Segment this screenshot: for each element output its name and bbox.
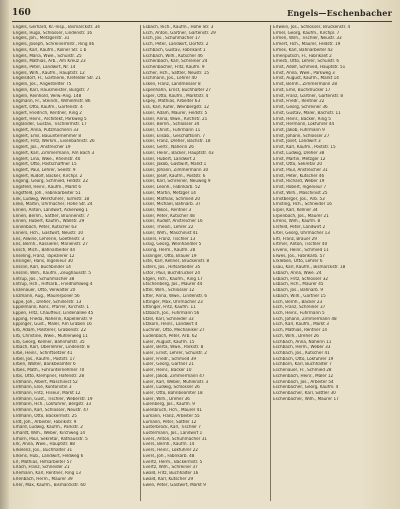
directory-entry: Ernst, Karl, Kaufm., Poststr. 15 [273,145,336,151]
directory-entry: Euler, Wilh., Dreher 36 [143,396,190,402]
directory-entry: Ernst, Wilh., Maschinist 25 [273,190,328,196]
directory-entry: Erdmann, Albert, Maschinist 52 [13,379,78,385]
directory-entry: Ennen, Anton, Landwirt, Ackerweg 1 [13,208,89,213]
column-2 [143,25,269,503]
directory-entry: Esser, Franz, Dreher, Bachstr. 18 [143,139,211,145]
directory-entry: Erb, Christine, Wwe., Mühlenweg 11 [13,333,88,339]
directory-entry: Ervens, Heinr., Schmied 11 [273,248,329,254]
directory-entry: Erbach, Karl, Oberlehrer, Lindenstr. 8 [13,345,90,351]
page-header [12,8,392,22]
directory-entry: Ernst, Robert, Ingenieur 7 [273,185,327,191]
directory-entry: Erdmann, Else, Kontoristin 3 [13,385,72,391]
directory-entry: Evers, Joh., Fabrikarb. 48 [143,453,195,459]
directory-entry: Englert, Rudolf, Bäcker, Kirchpl. 2 [13,173,83,179]
directory-entry: Evers, Anton, Schuhmacher 31 [143,436,207,442]
directory-entry: Ennenbach, Peter, Kutscher 63 [13,225,77,231]
directory-entry: Erdmann, Hch., Lokführer, Bergstr. 33 [13,402,92,408]
directory-entry: Evertz, Wilh., Schreiner 37 [143,465,198,471]
directory-entry: Eschenbacher, Fritz, Kaufm. 9 [143,65,205,71]
directory-entry: Ernst, Otto, Sekretär 20 [273,162,323,168]
directory-entry: Erdt, Joh., Arbeiter, Fabrikstr. 9 [13,419,77,425]
directory-entry: Espey, Mathias, Arbeiter 63 [143,99,201,105]
directory-entry: Esch, Mathias, Rentner 14 [273,328,327,334]
directory-entry: Euler, Jakob, Zimmermann 47 [143,373,205,379]
directory-entry: Ernenputsch, Fr., Fabrikant 2 [273,53,332,59]
directory-entry: Esken, Franz, Landmesser 8 [143,82,201,88]
directory-entry: Engelsdorf, Fr., Gärtnerei, Krefelder Str. 21 [13,76,101,82]
directory-entry: Esch, Heinr., Fuhrmann 5 [273,310,325,316]
directory-entry: Erhard, Ludwig, Kaufm., Parkstr. 2 [13,425,83,431]
directory-entry: Englert, Fritz, Werkm., Eisenbahnstr. 26 [13,139,95,145]
directory-entry: Esbach, Fritz, Schlosser 32 [273,276,329,282]
directory-entry: Engländer, Gustav, Tischlermstr. 17 [13,122,87,128]
directory-entry: Esters, Jos., Hilfsarbeiter 35 [143,265,201,271]
directory-entry: Engert, Friedrich, Rentner, Ring 2 [13,110,82,116]
directory-entry: Ettlinger, Fritz, Kaufm. 11 [143,305,196,311]
directory-entry: Eschenbacher, Karl, Sattler 30 [273,391,336,396]
directory-entry: Ernsting, Hch., Schneider 16 [273,202,332,208]
directory-entry: Engmann, Fr., Steindr., Wilhelmstr. 86 [13,99,91,105]
directory-entry: Eschenbach, Heinr., Maler 12 [273,373,334,379]
directory-entry: Erpel, Karl, Kellner 34 [273,208,318,213]
directory-entry: Eulenbruch, Hch., Maurer 41 [143,408,203,414]
directory-entry: Eppinger, Gust., Maler, Am Graben 16 [13,322,92,328]
directory-entry: Esser, Nikol., Rentner 3 [143,208,192,213]
directory-entry: Ess, Karl, Küfer, Weinbergstr. 12 [143,105,210,111]
directory-entry: Ens, Bernh., Kassierer, Marienstr. 27 [13,242,88,248]
directory-entry: Euler, Friedr., Schmied 39 [143,356,196,362]
directory-entry: Erbe, Heinr., Schriftsetzer 41 [13,350,73,356]
directory-entry: Etschenberg, Jos., Maurer 44 [143,282,203,288]
directory-entry: Enke, Martin, Uhrmacher, Hohe Str. 24 [13,202,93,208]
directory-entry: Erlenbach, Herm., Maurer 39 [13,476,73,482]
directory-entry: Esbach, Wilh., Gärtner 15 [273,293,326,299]
directory-entry: Engert, Otto, Kaufm., Gartenstr. 4 [13,105,83,111]
directory-entry: Esslinger, Otto, Brauer 19 [143,253,197,259]
directory-entry: Ettel, Wilh., Schlosser 12 [143,288,195,294]
directory-entry: Eumann, Franz, Arbeiter 55 [143,413,200,419]
directory-entry: Euler, Berta, Wwe., Parkstr. 8 [143,345,204,351]
directory-entry: Engels, Wilh., Kaufm., Hauptstr. 12 [13,70,85,76]
directory-entry: Enk, Ludwig, Werkführer, Turmstr. 18 [13,196,90,202]
directory-entry: Esser, Wilh., Maschinist 41 [143,230,199,236]
directory-entry: Engels, Hugo, Schlosser, Lindenstr. 16 [13,30,92,36]
directory-entry: Ewald, Fritz, Buchhalter 16 [143,471,199,477]
directory-entry: Ernst, Johann, Schlosser 27 [273,133,330,139]
directory-entry: Esch, Johann, Zimmermann 48 [273,316,337,322]
directory-entry: Engels, Peter, Landwirt, Nr. 14 [13,65,76,71]
directory-entry: Ersfeld, Peter, Landwirt 2 [273,225,326,231]
directory-entry: Erbes, Math., Fuhrunternehmer 70 [13,368,85,374]
directory-entry: Engert, Heinr., Architekt, Parkweg 5 [13,116,87,122]
directory-entry: Enzenauer, Otto, Verwalter 20 [13,288,76,294]
directory-entry: Ernst, Bernh., Zimmermann 28 [273,82,337,88]
directory-entry: Englert, Paul, Lehrer, Seestr. 9 [13,167,76,173]
directory-entry: Esser, Heinr., Bäcker, Hauptstr. 43 [143,150,214,156]
directory-entry: Ens, Alwine, Lehrerin, Goethestr. 3 [13,236,85,242]
directory-entry: Esser, Rudolf, Anstreicher 16 [143,219,203,225]
directory-entry: Ernst, Hermann, Lokführer 44 [273,122,335,128]
directory-entry: Esser, Mathias, Schmied 20 [143,196,201,202]
directory-entry: Este, Karl, Kellner, Brückenstr. 8 [143,259,210,265]
directory-entry: Esch, Anton, Gärtner, Gartenstr. 29 [143,30,216,36]
directory-entry: Erlemann, Karl, Rentner, Ring 13 [13,471,81,477]
directory-entry: Erdmann, Gust., Tischler, Weberstr. 19 [13,396,93,402]
directory-entry: Eschbach, Otto, Lokführer 19 [273,356,334,362]
directory-entry: Esser, Theod., Lehrer 22 [143,225,194,231]
directory-entry: Eppe, Joh., Dreher, Schillerstr. 13 [13,299,82,305]
directory-entry: Esbach, Hch., Maurer 45 [273,282,324,288]
directory-entry: Esch, Karl, Kaufm., Markt 3 [273,322,329,328]
directory-entry: Esch, Wilh., Dreher 26 [273,333,319,339]
directory-entry: Englert, Jos., Anstreicher 19 [13,145,71,151]
directory-entry: Ernst, August, Kaufm., Markt 14 [273,76,339,82]
directory-entry: Evertz, Herm., Bäckermstr. 5 [143,459,203,465]
directory-entry: Ernst, Emil, Buchdrucker 17 [273,87,331,93]
directory-entry: Esser, Bernh., Schlosser 34 [143,122,200,128]
directory-entry: Engels, Gerhard, Kr.-Insp., Bismarckstr. 34 [13,25,100,30]
directory-entry: Ernst, Richard, Weber 19 [273,179,325,185]
directory-entry: Ermen, Wilh., Tischler, Neustr. 33 [273,36,342,42]
directory-entry: Ewen, Peter, Gastwirt, Markt 9 [143,482,206,488]
directory-entry: Ernst, Franz, Gärtner, Gartenstr. 8 [273,93,343,99]
directory-entry: Ernst, Georg, Schreiner 36 [273,105,328,111]
directory-entry: Engsfeld, Heinr., Kaufm., Markt 6 [13,185,81,191]
directory-entry: Esau, Karl, Kaufm., Bismarckstr. 18 [273,265,346,271]
directory-entry: Ernst, Adolf, Schmied, Hauptstr. 51 [273,65,346,71]
directory-entry: Erxleben, Otto, Lehrer 6 [273,259,323,265]
directory-entry: Eschbach, Gustav, Fabrikant 1 [143,47,206,53]
directory-entry: Ernst, Peter, Kutscher 46 [273,173,325,179]
directory-entry: Esch, Jos., Schuhmacher 17 [143,36,201,42]
directory-entry: Eppelmann, Konr., Pfarrer, Kirchstr. 1 [13,305,90,311]
directory-entry: Ernst, Josef, Landwirt 3 [273,139,321,145]
directory-entry: Estor, Paul, Buchdrucker 24 [143,270,201,276]
directory-entry: Etzel, Karl, Schneider 33 [143,316,194,322]
directory-entry: Ennen, Hubert, Kaufm., Wallstr. 29 [13,219,85,225]
directory-entry: Engeln, Karl, Hausmeister, Burgstr. 7 [13,87,90,93]
directory-entry: Erler, Max, Kaufm., Bismarckstr. 60 [13,482,86,488]
directory-entry: Erwes, Jos., Fabrikarb. 57 [273,253,325,259]
directory-entry: Errens, Wilh., Kaufm. 8 [273,219,321,225]
directory-entry: Englert, Lina, Wwe., Rheinstr. 40 [13,156,81,162]
directory-entry: Ernst, Anna, Wwe., Parkweg 3 [273,70,335,76]
directory-entry: Eschmann, Jos., Lehrer 40 [143,76,197,82]
directory-entry: Ertl, Franz, Brauer 29 [273,236,317,242]
directory-entry: Ernst, Ludwig, Dreher 38 [273,150,325,156]
directory-entry: Escher, Hch., Sattler, Neustr. 15 [143,70,210,76]
directory-entry: Engels, Maria, Wwe., Schulstr. 25 [13,53,82,59]
directory-entry: Euler, Ludwig, Schlosser 26 [143,385,200,391]
directory-entry: Espenhahn, Ernst, Buchhalter 27 [143,87,211,93]
directory-entry: Eschbach, Herm., Weber 33 [273,345,331,351]
directory-entry: Ernst, Heinr., Bäcker, Ring 5 [273,116,331,122]
page-number: 160 [12,8,31,18]
directory-entry: Eschenbacher, Wilh., Maurer 17 [273,396,339,402]
directory-entry: Esser, Elisab., Geschäftsinh. 7 [143,133,206,139]
directory-entry: Engstfeld, Joh., Fabrikarbeiter 51 [13,190,81,196]
directory-entry: Eschbach, Anna, Näherin 11 [273,339,332,345]
directory-entry: Ernst, Paul, Anstreicher 31 [273,167,328,173]
directory-entry: Ensslin, Karl, Buchbinder 14 [13,265,71,271]
directory-entry: Engeln, Jos., Angestellter 75 [13,82,72,88]
directory-entry: Esper, Otto, Kaufm., Marktstr. 4 [143,93,209,99]
directory-entry: Ermert, Hch., Maurer, Feldstr. 19 [273,42,341,48]
directory-entry: Essing, Herm., Kaufm. 28 [143,248,196,254]
directory-entry: Erlwein, Jos., Schlosser, Brückenstr. 4 [273,25,351,30]
directory-entry: Esser, Adam, Maurer, Feldstr. 5 [143,110,208,116]
column-3 [273,25,399,503]
directory-entry: Erlach, Franz, Schneider 21 [13,465,70,471]
directory-entry: Ensslin, Wilh., Kaufm., Zeughausstr. 5 [13,270,91,276]
running-head: Engels—Eschenbacher [287,8,392,18]
directory-entry: Ettinger, Max, Uhrmacher 23 [143,299,203,305]
directory-entry: Esser, Karl, Schreiner, Neuweg 9 [143,179,211,185]
directory-entry: Erkens, Hub., Landwirt, Feldweg 6 [13,453,84,459]
directory-entry: Eumann, Peter, Sattler 12 [143,419,197,425]
directory-entry: Engels, Karl, Kaufm., Kölner Str. 1 b [13,47,87,53]
column-divider [270,25,271,501]
directory-entry: Entrup, Jos., Schuhmacher 38 [13,276,75,282]
directory-entry: Euchner, Otto, Mechaniker 27 [143,328,205,334]
directory-entry: Eschbach, Wilh., Kutscher 46 [143,53,203,59]
directory-entry: Ensinger, Hans, Ingenieur 30 [13,259,73,265]
directory-entry: Engels, Mathias, Arb., Am Kreuz 23 [13,59,86,65]
directory-entry: Esbach, Anna, Wwe. 24 [273,270,322,276]
directory-entry: Esser, Josef, Kaufm., Poststr. 6 [143,173,206,179]
directory-entry: Esser, Peter, Kutscher 48 [143,213,195,219]
directory-entry: Engling, Georg, Schmied, Feldstr. 22 [13,179,89,185]
directory-entry: Euler, August, Kaufm. 15 [143,339,195,345]
directory-entry: Ermes, Karl, Bahnarbeiter 42 [273,47,333,53]
book-gutter [0,0,9,509]
directory-entry: Enners, Hch., Gastwirt, Neustr. 10 [13,230,83,236]
directory-entry: Essers, Franz, Tischler 13 [143,236,196,242]
directory-entry: Erdmann, Otto, Bäckermstr. 25 [13,413,77,419]
directory-entry: Euler, Heinr., Bäcker 10 [143,368,192,374]
directory-entry: Erbs, Otto, Klempner, Hafenstr. 28 [13,373,85,379]
directory-entry: Euler, Georg, Gärtner 21 [143,362,194,368]
directory-entry: Enzmann, Aug., Maurerpolier 56 [13,293,80,299]
directory-entry: Erdmann, Karl, Schlosser, Neustr. 47 [13,408,89,414]
directory-entry: Euler, Otto, Bahnbeamter 18 [143,391,203,396]
directory-entry: Engels, Joh., Metzgerstr. 31 [13,36,70,42]
directory-entry: Ertmer, Anton, Tischler 40 [273,242,328,248]
directory-entry: Ewald, Karl, Kutscher 29 [143,476,194,482]
directory-entry: Eustermann, Jos., Landwirt 1 [143,431,203,437]
directory-entry: Englert, Otto, Postschaffner 15 [13,162,77,168]
directory-entry: Erhardt, Wilh., Weber, Kirchweg 14 [13,431,86,437]
directory-entry: Englert, Emil, Bauunternehmer 8 [13,133,82,139]
directory-entry: Epping, Frieda, Näherin, Kapellenstr. 9 [13,316,93,322]
directory-entry: Erb, Adam, Polsterer, Grabenstr. 22 [13,328,87,334]
directory-entry: Eschenauer, Fr., Schmied 28 [273,368,332,374]
directory-entry: Eschbach, Jos., Kutscher 41 [273,350,330,356]
directory-entry: Eudenbach, Peter, Arb. 62 [143,333,198,339]
directory-entry: Esser, Anna, Wwe., Kirchstr. 21 [143,116,208,122]
directory-entry: Eusterbrock, Karl, Tischler 7 [143,425,201,431]
directory-entry: Esser, Martin, Metzger 14 [143,190,196,196]
directory-entry: Essig, Georg, Weinhändler 5 [143,242,202,248]
directory-entry: Eschenbach, Jos., Arbeiter 54 [273,379,334,385]
directory-entry: Etter, Anna, Wwe., Lindenstr. 6 [143,293,208,299]
directory-entry: Esser, Johann, Zimmermann 30 [143,167,209,173]
header-rule [12,21,392,22]
directory-entry: Esch, Bernh., Bäcker 23 [273,299,323,305]
directory-entry: Esser, Leonh., Fabrikarb. 52 [143,185,201,191]
directory-entry: Entrup, Hch., Hilfsarb., Friedhofsweg 4 [13,282,93,288]
directory-entry: Ernst, Jakob, Fuhrmann 9 [273,127,325,133]
directory-entry: Esser, Christ., Fuhrmann 11 [143,127,201,133]
directory-entry: Esser, Michael, Bahnarb. 37 [143,202,201,208]
directory-entry: Erk, Anna, Wwe., Hauptstr. 88 [13,442,75,448]
directory-entry: Ermel, Georg, Kaufm., Kirchpl. 7 [273,30,340,36]
directory-entry: Englert, Anna, Putzmacherin 33 [13,127,79,133]
directory-entry: Ertel, Georg, Uhrmacher 13 [273,230,330,236]
directory-entry: Ernstberger, Jos., Arb. 53 [273,196,325,202]
directory-entry: Euler, Karl, Weber, Mühlenstr. 3 [143,379,209,385]
directory-entry: Etzkorn, Heinr., Landwirt 4 [143,322,198,328]
directory-entry: Erpenbach, Jos., Maurer 21 [273,213,329,219]
directory-entry: Eppen, Fritz, Chauffeur, Lindenallee 45 [13,310,94,316]
directory-entry: Ernesti, Otto, Lehrer, Schulstr. 6 [273,59,340,65]
column-divider [140,25,141,501]
directory-entry: Evers, Bernh., Kaufm. 14 [143,442,195,448]
directory-entry: Esbach, Rich., Kaufm., Hohe Str. 3 [143,25,214,30]
directory-entry: Erbel, Jos., Kaufm., Poststr. 17 [13,356,75,362]
directory-entry: Ensch, Mich., Bahnarbeiter 44 [13,248,76,254]
directory-entry: Esbach, Jos., Bahnarb. 9 [273,288,323,294]
directory-entry: Engels, Joseph, Schreinermstr., Ring 46 [13,42,95,48]
directory-entry: Euler, Ernst, Lehrer, Schulstr. 2 [143,350,207,356]
directory-entry: Ernst, Gustav, Maler, Bachstr. 11 [273,110,341,116]
directory-entry: Esser, Jakob, Gastwirt, Markt 1 [143,162,207,168]
directory-entry: Enseling, Franz, Tapezierer 12 [13,253,75,259]
directory-entry: Ernst, Martin, Metzger 12 [273,156,326,162]
directory-entry: Evers, Heinr., Lokführer 22 [143,448,198,454]
column-1 [13,25,139,503]
directory-entry: Erb, Georg, Kellner, Bahnhofstr. 35 [13,339,85,345]
directory-entry: Eschenbach, Karl, Schreiner 24 [143,59,208,65]
directory-entry: Eschborn, Karl, Buchhalter 7 [273,362,332,368]
directory-entry: Eschenbacher, Georg, Kaufm. 4 [273,385,339,391]
directory-entry: Erkelenz, Jos., Buchhalter 31 [13,448,73,454]
directory-entry: Etzbach, Jos., Fuhrmann 56 [143,310,200,316]
directory-entry: Eulenberg, Jos., Kaufm. 9 [143,402,195,408]
directory-entry: Ernst, Friedr., Rentner 22 [273,99,325,105]
directory-entry: Englert, Karl, Zimmermann, Am Bach 3 [13,150,95,156]
directory-entry: Engeln, Reinhold, Verw.-Ang. 148 [13,93,82,99]
directory-entry: Esser, Gertr., Näherin 26 [143,145,194,151]
directory-entry: Esch, Peter, Landwirt, Dorfstr. 2 [143,42,209,48]
directory-entry: Etgen, Hch., Kaufm., Ring 17 [143,276,203,282]
directory-entry: Esch, Franz, Schreiner 37 [273,305,326,311]
directory-entry: Ennen, Bernh., Sattler, Brunnenstr. 7 [13,213,90,219]
directory-entry: Erben, Walter, Bankbeamter 6 [13,362,76,368]
directory-entry: Esser, Hubert, Landwirt 2 [143,156,196,162]
directory-entry: Erl, Mathias, Hilfsarbeiter 57 [13,459,72,465]
directory-entry: Erdmann, Fritz, Friseur, Markt 12 [13,391,81,396]
directory-entry: Erhorn, Paul, Sekretär, Rathausstr. 5 [13,436,88,442]
